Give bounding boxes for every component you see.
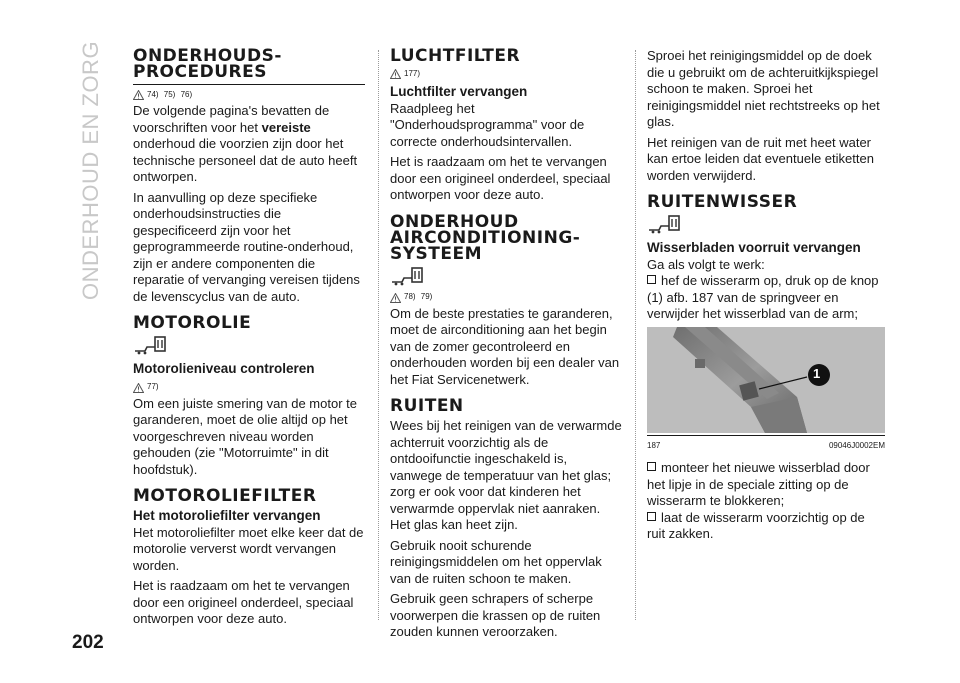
subheading-motorolieniveau: Motorolieniveau controleren: [133, 361, 315, 376]
step-item: monteer het nieuwe wisserblad door het lipje in de speciale zitting op de wisserarm te blokkeren;: [647, 460, 870, 508]
warning-triangle-icon: [390, 69, 401, 79]
warning-reference-numbers: 177): [404, 68, 421, 78]
paragraph: Raadpleeg het "Onderhoudsprogramma" voor de correcte onderhoudsintervallen.: [390, 100, 585, 149]
warning-refs: [133, 382, 365, 394]
wiper-arm-illustration: [647, 327, 885, 433]
warning-reference-numbers: 74) 75) 76): [147, 89, 193, 99]
section-heading-onderhoudsprocedures: ONDERHOUDS-PROCEDURES: [133, 48, 365, 85]
chapter-side-title: ONDERHOUD EN ZORG: [78, 40, 103, 300]
service-icon-row: [647, 214, 885, 236]
subheading-luchtfilter-vervangen: Luchtfilter vervangen: [390, 84, 528, 99]
subheading-oliefilter-vervangen: Het motoroliefilter vervangen: [133, 508, 321, 523]
warning-triangle-icon: [133, 383, 144, 393]
column-1: [133, 48, 365, 632]
checkbox-bullet-icon: [647, 462, 656, 471]
workshop-service-icon: [390, 266, 424, 286]
paragraph: In aanvulling op deze specifieke onderhoudsinstructies die gespecificeerd zijn voor het geprogrammeerde routine-onderhoud, zijn er andere componenten die reparatie of vervanging vereisen tijdens de levenscyclus van de auto.: [133, 189, 360, 304]
figure-caption: [647, 435, 885, 455]
page-number: 202: [72, 632, 104, 653]
paragraph: De volgende pagina's bevatten de voorschriften voor het vereiste onderhoud die voorzien zijn door het technische personeel dat de auto heeft ontworpen.: [133, 103, 358, 184]
step-item: hef de wisserarm op, druk op de knop (1) afb. 187 van de springveer en verwijder het wisserblad van de arm;: [647, 273, 879, 321]
section-heading-ruitenwisser: RUITENWISSER: [647, 192, 798, 212]
paragraph: Het is raadzaam om het te vervangen door een origineel onderdeel, speciaal ontworpen voor deze auto.: [133, 578, 354, 626]
emphasis: vereiste: [261, 119, 311, 135]
warning-refs: [133, 89, 365, 101]
service-icon-row: [390, 266, 622, 288]
figure-code: 09046J0002EM: [828, 440, 885, 450]
paragraph: Sproei het reinigingsmiddel op de doek die u gebruikt om de achteruitkijkspiegel schoon te maken. Sproei het reinigingsmiddel niet rechtstreeks op het glas.: [647, 48, 880, 129]
figure-number: 187: [647, 440, 661, 450]
paragraph: Wees bij het reinigen van de verwarmde achterruit voorzichtig als de ontdooifunctie ingeschakeld is, vanwege de temperatuur van het glas; zorg er ook voor dat kinderen het verwarmde oppervlak niet aanraken. Het glas kan heet zijn.: [390, 418, 622, 532]
paragraph: Gebruik nooit schurende reinigingsmiddelen om het oppervlak van de ruiten schoon te maken.: [390, 537, 602, 586]
warning-triangle-icon: [133, 90, 144, 100]
section-heading-ruiten: RUITEN: [390, 396, 464, 416]
section-heading-airconditioning: ONDERHOUD AIRCONDITIONING-SYSTEEM: [390, 211, 581, 264]
figure-wiper-arm: [647, 327, 885, 433]
checkbox-bullet-icon: [647, 512, 656, 521]
paragraph: Het motoroliefilter moet elke keer dat de motorolie ververst wordt vervangen worden.: [133, 524, 364, 573]
column-divider: [635, 50, 636, 620]
section-heading-luchtfilter: LUCHTFILTER: [390, 46, 521, 66]
paragraph: Om de beste prestaties te garanderen, moet de airconditioning aan het begin van de zomer gecontroleerd en onderhouden worden bij een dealer van het Fiat Servicenetwerk.: [390, 305, 620, 387]
step-item: laat de wisserarm voorzichtig op de ruit zakken.: [647, 509, 865, 541]
workshop-service-icon: [133, 335, 167, 355]
paragraph: Ga als volgt te werk:: [647, 256, 765, 272]
paragraph: Gebruik geen schrapers of scherpe voorwerpen die krassen op de ruiten zouden kunnen veroorzaken.: [390, 591, 601, 639]
checkbox-bullet-icon: [647, 275, 656, 284]
warning-refs: [390, 292, 622, 304]
subheading-wisserbladen: Wisserbladen voorruit vervangen: [647, 240, 861, 255]
paragraph: Het reinigen van de ruit met heet water kan ertoe leiden dat eventuele etiketten worden verwijderd.: [647, 134, 874, 183]
column-2: [390, 48, 622, 645]
section-heading-motorolie: MOTOROLIE: [133, 313, 252, 333]
warning-refs: [390, 68, 622, 80]
section-heading-motoroliefilter: MOTOROLIEFILTER: [133, 486, 317, 506]
service-icon-row: [133, 335, 365, 357]
column-3: [647, 48, 885, 547]
warning-triangle-icon: [390, 293, 401, 303]
column-divider: [378, 50, 379, 620]
figure-callout-1: 1: [813, 365, 821, 381]
paragraph: Om een juiste smering van de motor te garanderen, moet de olie altijd op het voorgeschreven niveau worden gehouden (zie "Motorruimte" in dit hoofdstuk).: [133, 395, 357, 477]
warning-reference-numbers: 78) 79): [404, 292, 433, 302]
warning-reference-numbers: 77): [147, 382, 159, 392]
paragraph: Het is raadzaam om het te vervangen door een origineel onderdeel, speciaal ontworpen voor deze auto.: [390, 154, 611, 202]
workshop-service-icon: [647, 214, 681, 234]
